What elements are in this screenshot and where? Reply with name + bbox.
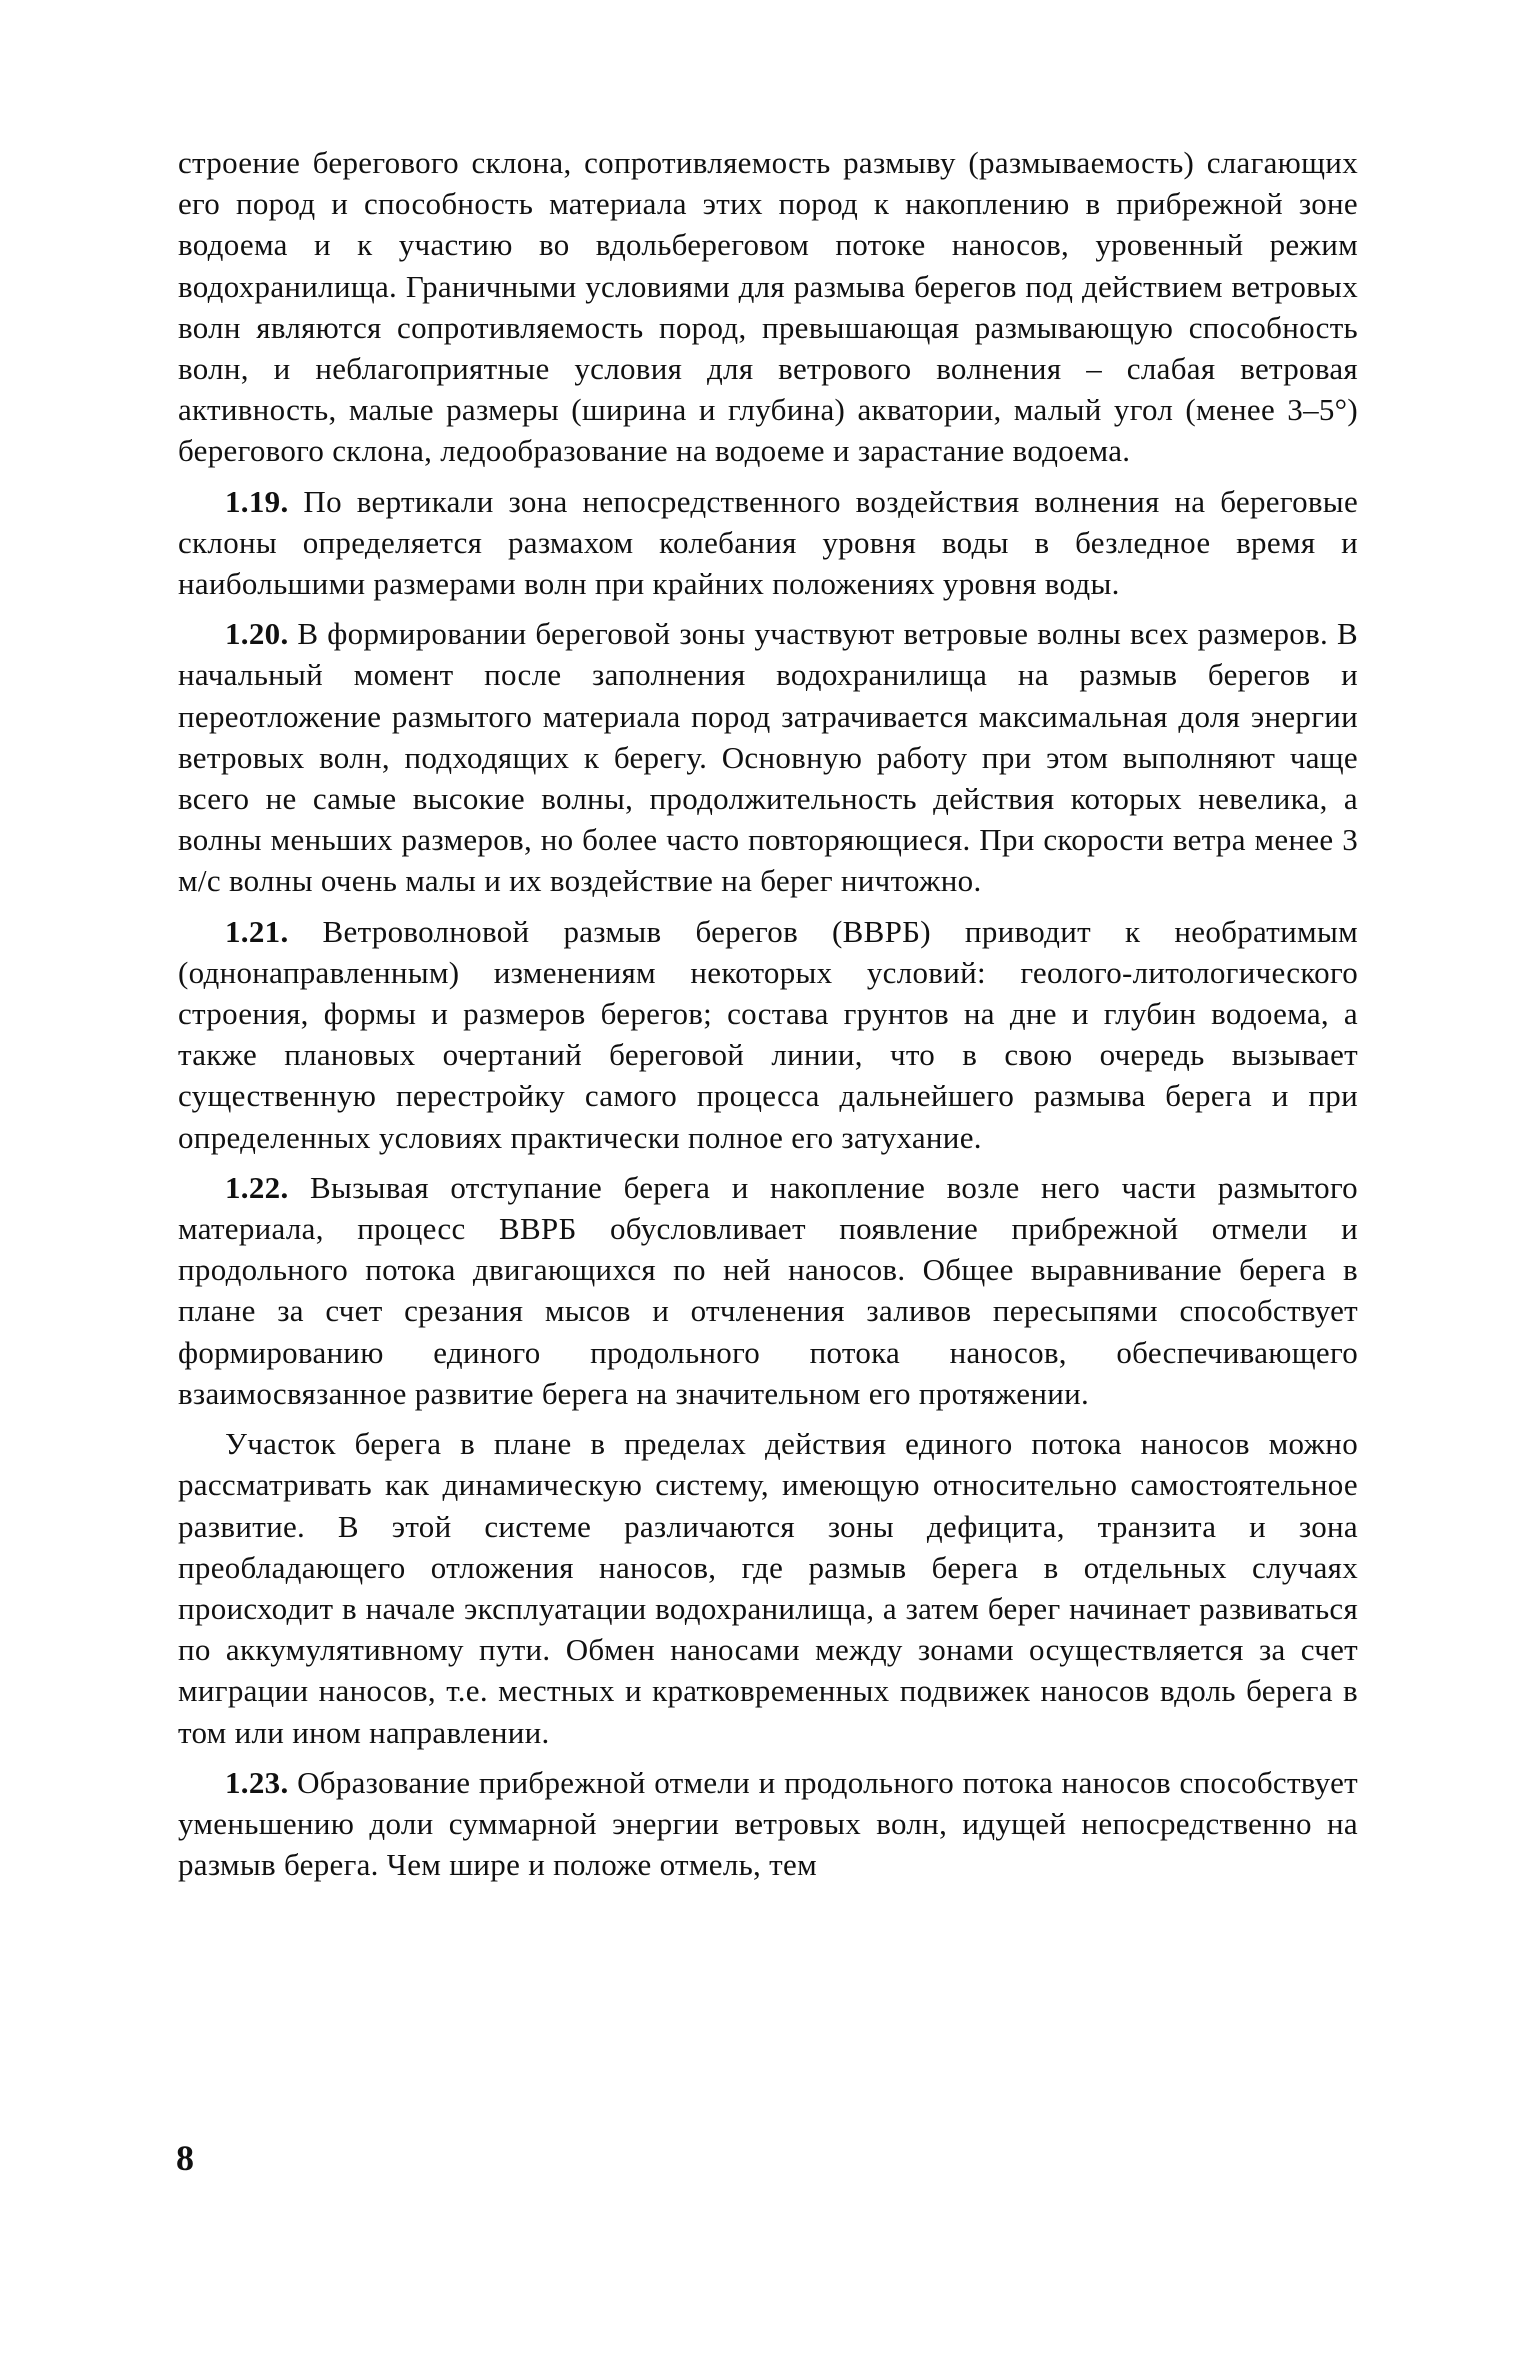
paragraph-1-20 — [178, 613, 1358, 901]
paragraph-text: Ветроволновой размыв берегов (ВВРБ) приводит к необратимым (однонаправленным) изменениям некоторых условий: геолого-литологического строения, формы и размеров берегов; состава грунтов на дне и глубин водоема, а также плановых очертаний береговой линии, что в свою очередь вызывает существенную перестройку самого процесса дальнейшего размыва берега и при определенных условиях практически полное его затухание. — [178, 913, 1358, 1155]
paragraph-number: 1.23. — [225, 1764, 289, 1800]
paragraph-number: 1.20. — [225, 616, 289, 652]
page-number: 8 — [176, 2138, 194, 2178]
paragraph-1-23 — [178, 1762, 1358, 1886]
paragraph-text: Участок берега в плане в пределах действия единого потока наносов можно рассматривать как динамическую систему, имеющую относительно самостоятельное развитие. В этой системе различаются зоны дефицита, транзита и зона преобладающего отложения наносов, где размыв берега в отдельных случаях происходит в начале эксплуатации водохранилища, а затем берег начинает развиваться по аккумулятивному пути. Обмен наносами между зонами осуществляется за счет миграции наносов, т.е. местных и кратковременных подвижек наносов вдоль берега в том или ином направлении. — [178, 1426, 1358, 1750]
paragraph-1-21 — [178, 911, 1358, 1158]
paragraph-text: По вертикали зона непосредственного воздействия волнения на береговые склоны определяется размахом колебания уровня воды в безледное время и наибольшими размерами волн при крайних положениях уровня воды. — [178, 483, 1358, 602]
paragraph-continuation — [178, 142, 1358, 472]
paragraph-1-19 — [178, 481, 1358, 605]
paragraph-number: 1.21. — [225, 913, 289, 949]
paragraph-number: 1.22. — [225, 1169, 289, 1205]
paragraph-text: Вызывая отступание берега и накопление возле него части размытого материала, процесс ВВРБ обусловливает появление прибрежной отмели и продольного потока двигающихся по ней наносов. Общее выравнивание берега в плане за счет срезания мысов и отчленения заливов пересыпями способствует формированию единого продольного потока наносов, обеспечивающего взаимосвязанное развитие берега на значительном его протяжении. — [178, 1169, 1358, 1411]
paragraph-dynamic-system — [178, 1423, 1358, 1753]
document-page — [178, 142, 1358, 1885]
paragraph-number: 1.19. — [225, 483, 289, 519]
paragraph-1-22 — [178, 1167, 1358, 1414]
paragraph-text: В формировании береговой зоны участвуют ветровые волны всех размеров. В начальный момент после заполнения водохранилища на размыв берегов и переотложение размытого материала пород затрачивается максимальная доля энергии ветровых волн, подходящих к берегу. Основную работу при этом выполняют чаще всего не самые высокие волны, продолжительность действия которых невелика, а волны меньших размеров, но более часто повторяющиеся. При скорости ветра менее 3 м/с волны очень малы и их воздействие на берег ничтожно. — [178, 616, 1358, 899]
paragraph-text: Образование прибрежной отмели и продольного потока наносов способствует уменьшению доли суммарной энергии ветровых волн, идущей непосредственно на размыв берега. Чем шире и положе отмель, тем — [178, 1764, 1358, 1883]
paragraph-text: строение берегового склона, сопротивляемость размыву (размываемость) слагающих его пород и способность материала этих пород к накоплению в прибрежной зоне водоема и к участию во вдольбереговом потоке наносов, уровенный режим водохранилища. Граничными условиями для размыва берегов под действием ветровых волн являются сопротивляемость пород, превышающая размывающую способность волн, и неблагоприятные условия для ветрового волнения – слабая ветровая активность, малые размеры (ширина и глубина) акватории, малый угол (менее 3–5°) берегового склона, ледообразование на водоеме и зарастание водоема. — [178, 145, 1358, 469]
